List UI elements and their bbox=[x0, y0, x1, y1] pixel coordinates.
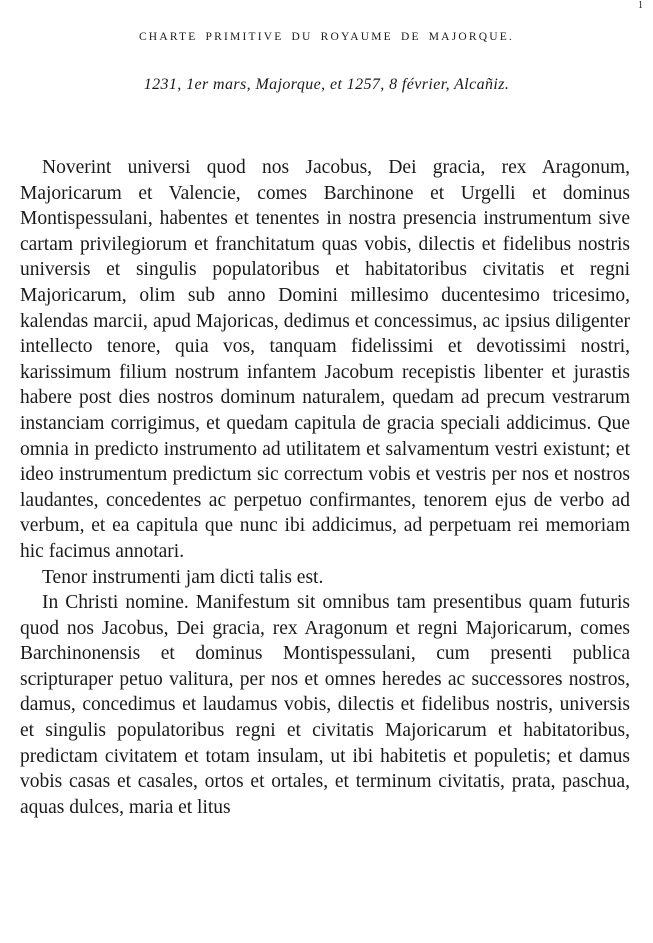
corner-mark: 1 bbox=[638, 0, 643, 11]
paragraph: In Christi nomine. Manifestum sit omnibus tam presentibus quam futuris quod nos Jacobus, Dei gracia, rex Aragonum et regni Majoricarum, comes Barchinonensis et dominus Montispessulani, cum presenti publica scripturaper petuo valitura, per nos et omnes heredes ac successores nostros, damus, concedimus et laudamus vobis, dilectis et fidelibus nostris, universis et singulis populatoribus regni et civitatis Majoricarum et habitatoribus, predictam civitatem et totam insulam, ut ibi habitetis et populetis; et damus vobis casas et casales, ortos et ortales, et terminum civitatis, prata, paschua, aquas dulces, maria et litus bbox=[20, 592, 630, 818]
body-text bbox=[20, 155, 630, 820]
running-head: CHARTE PRIMITIVE DU ROYAUME DE MAJORQUE. bbox=[138, 31, 515, 43]
dateline: 1231, 1er mars, Majorque, et 1257, 8 février, Alcañiz. bbox=[143, 76, 510, 93]
paragraph: Noverint universi quod nos Jacobus, Dei gracia, rex Aragonum, Majoricarum et Valencie, comes Barchinone et Urgelli et dominus Montispessulani, habentes et tenentes in nostra presencia instrumentum sive cartam privilegiorum et franchitatum quas vobis, dilectis et fidelibus nostris universis et singulis populatoribus et habitatoribus civitatis et regni Majoricarum, olim sub anno Domini millesimo ducentesimo tricesimo, kalendas marcii, apud Majoricas, dedimus et concessimus, ac ipsius diligenter intellecto tenore, quia vos, tanquam fidelissimi et devotissimi nostri, karissimum filium nostrum infantem Jacobum recepistis libenter et jurastis habere post dies nostros dominum naturalem, quedam ad precum vestrarum instanciam corrigimus, et quedam capitula de gracia speciali addicimus. Que omnia in predicto instrumento ad utilitatem et salvamentum vestri existunt; et ideo instrumentum predictum sic correctum vobis et vestris per nos et nostros laudantes, concedentes ac perpetuo confirmantes, tenorem ejus de verbo ad verbum, et ea capitula que nunc ibi addicimus, ad perpetuam rei memoriam hic facimus annotari. bbox=[20, 157, 630, 562]
paragraph: Tenor instrumenti jam dicti talis est. bbox=[42, 566, 324, 588]
